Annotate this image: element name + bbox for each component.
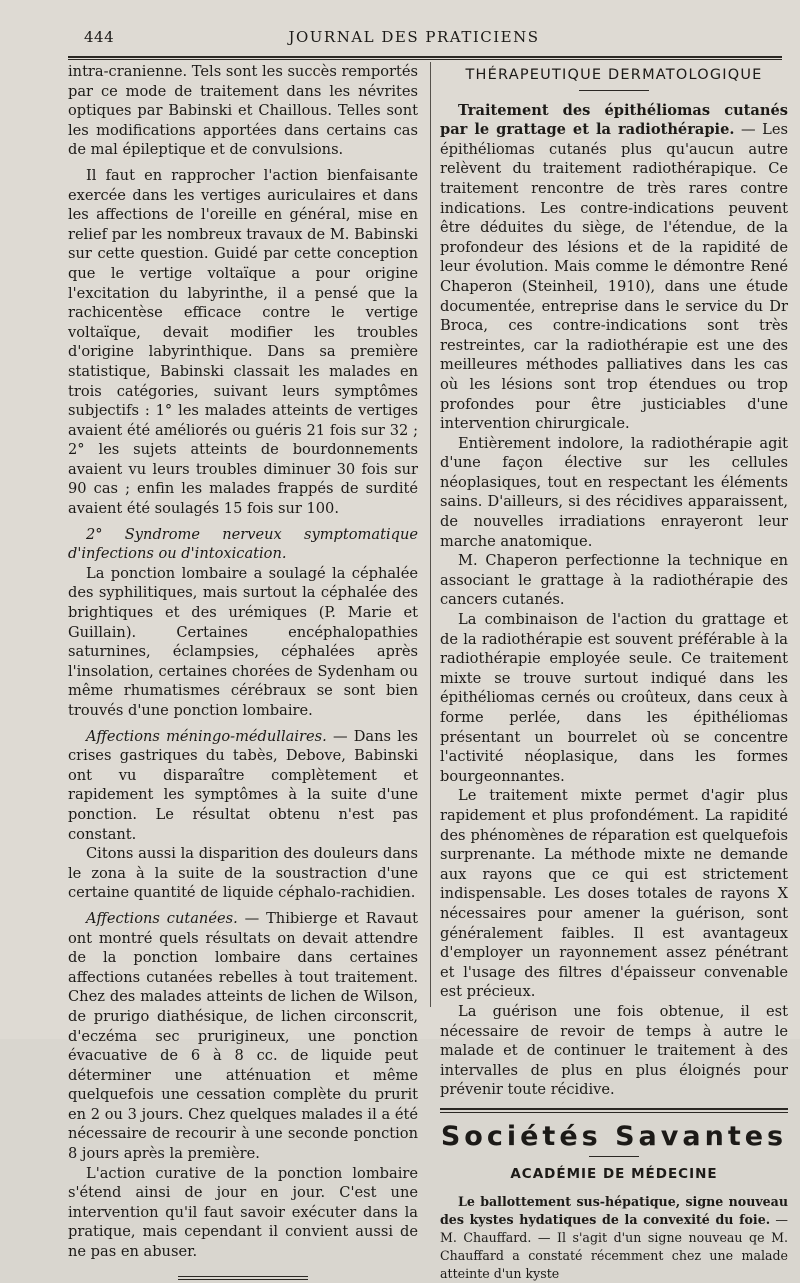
page-header bbox=[48, 28, 780, 50]
societes-rule bbox=[589, 1156, 639, 1157]
right-paragraph-2: Entièrement indolore, la radiothérapie agit d'une façon élective sur les cellules néoplasiques, tout en respectant les éléments sains. D'ailleurs, si des récidives apparaissent, de nouvelles irradiations enrayeront leur marche anatomique. bbox=[440, 434, 788, 550]
end-rule bbox=[178, 1276, 308, 1277]
affections-cutanees-label: Affections cutanées. bbox=[86, 909, 238, 927]
page-number: 444 bbox=[84, 28, 115, 46]
column-divider bbox=[430, 62, 431, 1007]
section-separator bbox=[440, 1108, 788, 1110]
academie-heading: ACADÉMIE DE MÉDECINE bbox=[510, 1166, 718, 1183]
left-paragraph-8: L'action curative de la ponction lombaire s'étend ainsi de jour en jour. C'est une intervention qu'il faut savoir exécuter dans la pratique, mais cependant il convient aussi de ne pas en abuser. bbox=[68, 1164, 418, 1261]
left-subheading-syndrome bbox=[68, 525, 418, 564]
left-paragraph-4: La ponction lombaire a soulagé la céphalée des syphilitiques, mais surtout la céphalée des brightiques et des urémiques (P. Marie et Guillain). Certaines encéphalopathies saturnines, éclampsies, céphalées après l'insolation, certaines chorées de Sydenham ou même rhumatismes cérébraux se sont bien trouvés d'une ponction lombaire. bbox=[68, 564, 418, 719]
right-paragraph-7-text: — M. Chauffard. — Il s'agit d'un signe nouveau qe M. Chauffard a constaté récemment chez une malade atteinte d'un kyste bbox=[440, 1212, 788, 1282]
journal-title: JOURNAL DES PRATICIENS bbox=[288, 28, 540, 46]
header-rule bbox=[68, 56, 782, 58]
right-paragraph-1-text: — Les épithéliomas cutanés plus qu'aucun autre relèvent du traitement radiothérapique. Ce traitement rencontre de très rares contre indications. Les contre-indications peuvent être déduites du siège, de l'étendue, de la profondeur des lésions et de la rapidité de leur évolution. Mais comme le démontre René Chaperon (Steinheil, 1910), dans une étude documentée, entreprise dans le service du Dr Broca, ces contre-indications sont très restreintes, car la radiothérapie est une des meilleures méthodes palliatives dans les cas où les lésions sont trop étendues ou trop profondes pour être justiciables d'une intervention chirurgicale. bbox=[440, 121, 788, 433]
end-rule-thin bbox=[178, 1279, 308, 1280]
right-paragraph-4: La combinaison de l'action du grattage et de la radiothérapie est souvent préférable à la radiothérapie employée seule. Ce traitement mixte se trouve surtout indiqué dans les épithéliomas cernés ou croûteux, dans ceux à forme perlée, dans les épithéliomas présentant un bourrelet où se concentre l'activité néoplasique, dans les formes bourgeonnantes. bbox=[440, 611, 788, 785]
left-paragraph-6: Citons aussi la disparition des douleurs dans le zona à la suite de la soustraction d'une certaine quantité de liquide céphalo-rachidien. bbox=[68, 845, 418, 902]
article-title: Traitement des épithéliomas cutanés par le grattage et la radiothérapie. bbox=[440, 101, 788, 139]
left-paragraph-7-text: — Thibierge et Ravaut ont montré quels résultats on devait attendre de la ponction lombaire dans certaines affections cutanées rebelles à tout traitement. Chez des malades atteints de lichen de Wilson, de prurigo diathésique, de lichen circonscrit, d'eczéma sec prurigineux, une ponction évacuative de 6 à 8 cc. de liquide peut déterminer une atténuation et même quelquefois une cessation complète du prurit en 2 ou 3 jours. Chez quelques malades il a été nécessaire de recourir à une seconde ponction 8 jours après la première. bbox=[68, 909, 418, 1163]
right-paragraph-1 bbox=[440, 101, 788, 434]
section-title: THÉRAPEUTIQUE DERMATOLOGIQUE bbox=[465, 67, 763, 83]
left-paragraph-5 bbox=[68, 727, 418, 845]
left-column bbox=[68, 62, 418, 1261]
left-paragraph-7 bbox=[68, 909, 418, 1164]
left-paragraph-2: Il faut en rapprocher l'action bienfaisante exercée dans les vertiges auriculaires et dans les affections de l'oreille en général, mise en relief par les nombreux travaux de M. Babinski sur cette question. Guidé par cette conception que le vertige voltaïque a pour origine l'excitation du labyrinthe, il a pensé que la rachicentèse efficace contre le vertige voltaïque, devait modifier les troubles d'origine labyrinthique. Dans sa première statistique, Babinski classait les malades en trois catégories, suivant leurs symptômes subjectifs : 1° les malades atteints de vertiges avaient été améliorés ou guéris 21 fois sur 32 ; 2° les sujets atteints de bourdonnements avaient vu leurs troubles diminuer 30 fois sur 90 cas ; enfin les malades frappés de surdité avaient été soulagés 15 fois sur 100. bbox=[68, 166, 418, 518]
left-paragraph-1: intra-cranienne. Tels sont les succès remportés par ce mode de traitement dans les névrites optiques par Babinski et Chaillous. Telles sont les modifications apportées dans certains cas de mal épileptique et de convulsions. bbox=[68, 63, 418, 159]
subheading-text: 2° Syndrome nerveux symptomatique d'infections ou d'intoxication. bbox=[68, 525, 418, 563]
academie-article-title: Le ballottement sus-hépatique, signe nouveau des kystes hydatiques de la convexité du foie. bbox=[440, 1194, 788, 1228]
right-paragraph-6: La guérison une fois obtenue, il est nécessaire de revoir de temps à autre le malade et de continuer le traitement à des intervalles de plus en plus éloignés pour prévenir toute récidive. bbox=[440, 1002, 788, 1099]
left-paragraph-5-text: — Dans les crises gastriques du tabès, Debove, Babinski ont vu disparaître complètement et rapidement les symptômes à la suite d'une ponction. Le résultat obtenu n'est pas constant. bbox=[68, 727, 418, 843]
societes-heading: Sociétés Savantes bbox=[440, 1120, 788, 1152]
header-rule-thin bbox=[68, 59, 782, 60]
right-paragraph-5: Le traitement mixte permet d'agir plus rapidement et plus profondément. La rapidité des phénomènes de réparation est quelquefois surprenante. La méthode mixte ne demande aux rayons que ce qui est strictement indispensable. Les doses totales de rayons X nécessaires pour amener la guérison, sont généralement faibles. Il est avantageux d'employer un rayonnement assez pénétrant et l'usage des filtres d'épaisseur convenable est précieux. bbox=[440, 787, 788, 1001]
section-separator-thin bbox=[440, 1112, 788, 1113]
section-rule bbox=[579, 90, 649, 91]
right-column bbox=[440, 62, 788, 1282]
right-paragraph-3: M. Chaperon perfectionne la technique en associant le grattage à la radiothérapie des cancers cutanés. bbox=[440, 552, 788, 609]
affections-meningo-label: Affections méningo-médullaires. bbox=[86, 727, 327, 745]
right-paragraph-7 bbox=[440, 1193, 788, 1283]
